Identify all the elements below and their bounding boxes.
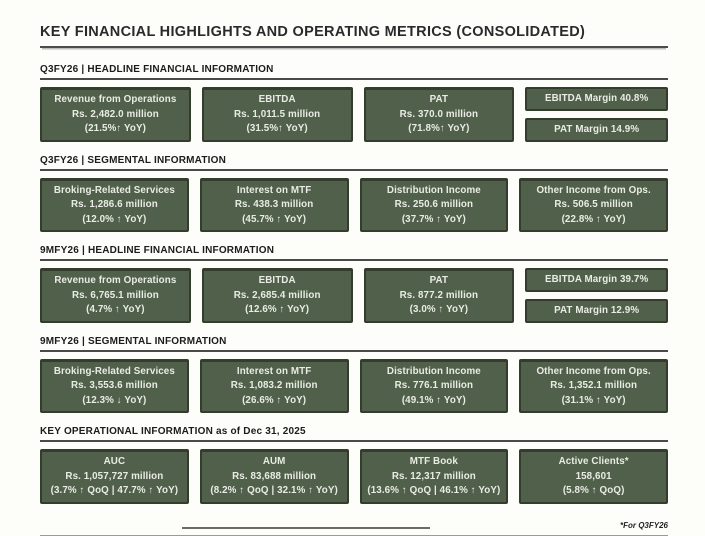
metric-card-other-income <box>519 359 668 414</box>
metric-value: Rs. 2,482.0 million <box>71 108 159 120</box>
metric-label: Broking-Related Services <box>53 365 175 377</box>
metric-card-ebitda <box>202 87 353 142</box>
metric-value: Rs. 6,765.1 million <box>71 289 159 301</box>
metric-change: (5.8% ↑ QoQ) <box>562 485 625 496</box>
metric-change: (71.8%↑ YoY) <box>408 123 470 134</box>
metric-card-revenue <box>40 87 191 142</box>
metric-change: (21.5%↑ YoY) <box>84 123 147 134</box>
metric-row <box>40 449 668 504</box>
page-title: KEY FINANCIAL HIGHLIGHTS AND OPERATING METRICS (CONSOLIDATED) <box>40 24 668 48</box>
metric-card-pat-margin: PAT Margin 14.9% <box>525 118 668 142</box>
metric-card-distribution <box>360 178 509 233</box>
metric-change: (3.0% ↑ YoY) <box>409 304 469 315</box>
metric-value: Rs. 12,317 million <box>391 470 476 482</box>
metric-change: (12.3% ↓ YoY) <box>82 394 147 406</box>
metric-value: Rs. 1,011.5 million <box>233 108 321 120</box>
metric-card-ebitda-margin: EBITDA Margin 39.7% <box>525 268 668 292</box>
metric-value: 158,601 <box>575 470 612 482</box>
section-header: 9MFY26 | SEGMENTAL INFORMATION <box>40 334 668 352</box>
metric-card-broking <box>40 178 189 233</box>
metric-card-active-clients <box>519 449 668 504</box>
metric-row <box>40 359 668 414</box>
metric-card-mtf-book <box>360 449 509 504</box>
metric-label: MTF Book <box>409 456 458 467</box>
slide <box>40 24 668 536</box>
metric-label: EBITDA <box>258 94 296 105</box>
metric-card-pat-margin: PAT Margin 12.9% <box>525 299 668 323</box>
metric-change: (31.1% ↑ YoY) <box>561 394 626 406</box>
footnote: *For Q3FY26 <box>619 520 668 530</box>
metric-value: Rs. 438.3 million <box>234 199 314 210</box>
margin-card-column <box>525 268 668 323</box>
metric-change: (49.1% ↑ YoY) <box>401 394 466 406</box>
metric-row <box>40 268 668 323</box>
metric-value: Rs. 506.5 million <box>554 199 633 210</box>
metric-card-aum <box>200 449 349 504</box>
metric-value: Rs. 250.6 million <box>394 199 474 210</box>
metric-label: PAT <box>429 275 449 286</box>
metric-value: Rs. 1,286.6 million <box>70 199 158 210</box>
section-header: KEY OPERATIONAL INFORMATION as of Dec 31, 2025 <box>40 424 668 442</box>
metric-label: Interest on MTF <box>236 184 312 196</box>
metric-label: Active Clients* <box>558 456 629 467</box>
footnote-row <box>40 515 668 536</box>
section-header: Q3FY26 | SEGMENTAL INFORMATION <box>40 153 668 171</box>
metric-value: Rs. 1,057,727 million <box>65 470 164 482</box>
metric-change: (31.5%↑ YoY) <box>246 123 308 134</box>
metric-change: (12.0% ↑ YoY) <box>82 213 147 225</box>
metric-label: Other Income from Ops. <box>536 184 651 196</box>
metric-change: (45.7% ↑ YoY) <box>242 213 307 225</box>
scan-artifact-line <box>182 527 430 529</box>
metric-value: Rs. 83,688 million <box>232 470 317 482</box>
section-q3fy26-headline <box>40 62 668 142</box>
metric-change: (3.7% ↑ QoQ | 47.7% ↑ YoY) <box>50 485 179 496</box>
metric-value: Rs. 1,352.1 million <box>550 380 638 391</box>
section-9mfy26-headline <box>40 243 668 323</box>
section-9mfy26-segmental <box>40 334 668 414</box>
metric-row <box>40 178 668 233</box>
metric-change: (26.6% ↑ YoY) <box>242 394 307 406</box>
metric-card-interest-mtf <box>200 178 349 233</box>
metric-change: (13.6% ↑ QoQ | 46.1% ↑ YoY) <box>367 485 501 496</box>
metric-change: (12.6% ↑ YoY) <box>245 304 310 315</box>
metric-change: (22.8% ↑ YoY) <box>561 213 626 225</box>
metric-label: Distribution Income <box>386 365 481 377</box>
metric-value: Rs. 3,553.6 million <box>70 380 158 391</box>
metric-label: EBITDA <box>258 275 296 286</box>
metric-value: Rs. 2,685.4 million <box>233 289 321 301</box>
metric-card-other-income <box>519 178 668 233</box>
metric-label: Revenue from Operations <box>54 275 177 286</box>
metric-label: Broking-Related Services <box>53 184 175 196</box>
metric-card-revenue <box>40 268 191 323</box>
metric-label: AUC <box>103 456 126 467</box>
metric-card-distribution <box>360 359 509 414</box>
metric-change: (37.7% ↑ YoY) <box>401 213 466 225</box>
section-header: 9MFY26 | HEADLINE FINANCIAL INFORMATION <box>40 243 668 261</box>
metric-label: Interest on MTF <box>236 365 312 377</box>
metric-label: Revenue from Operations <box>54 94 177 105</box>
metric-value: Rs. 776.1 million <box>394 380 474 391</box>
metric-card-pat <box>364 268 515 323</box>
metric-label: AUM <box>262 456 286 467</box>
margin-card-column <box>525 87 668 142</box>
metric-label: Distribution Income <box>386 184 481 196</box>
metric-card-interest-mtf <box>200 359 349 414</box>
section-header: Q3FY26 | HEADLINE FINANCIAL INFORMATION <box>40 62 668 80</box>
metric-row <box>40 87 668 142</box>
metric-label: Other Income from Ops. <box>536 365 651 377</box>
metric-card-broking <box>40 359 189 414</box>
metric-card-ebitda-margin: EBITDA Margin 40.8% <box>525 87 668 111</box>
metric-value: Rs. 370.0 million <box>399 108 479 120</box>
metric-card-auc <box>40 449 189 504</box>
metric-card-pat <box>364 87 515 142</box>
metric-value: Rs. 1,083.2 million <box>230 380 318 391</box>
metric-label: PAT <box>429 94 449 105</box>
section-q3fy26-segmental <box>40 153 668 233</box>
metric-change: (4.7% ↑ YoY) <box>86 304 145 315</box>
metric-value: Rs. 877.2 million <box>399 289 479 301</box>
metric-change: (8.2% ↑ QoQ | 32.1% ↑ YoY) <box>210 485 338 496</box>
section-operational <box>40 424 668 504</box>
metric-card-ebitda <box>202 268 353 323</box>
